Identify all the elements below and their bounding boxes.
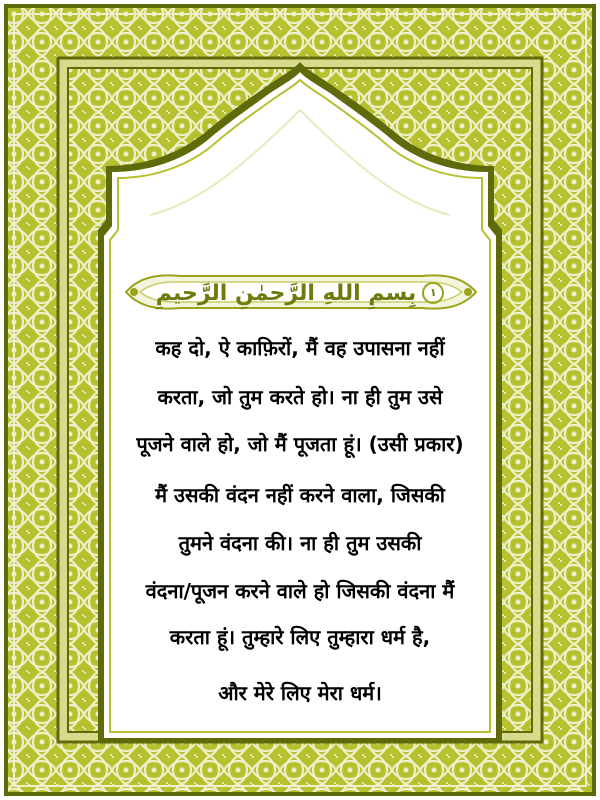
verse-marker: ١ <box>422 282 444 304</box>
verse-line-4: मैं उसकी वंदन नहीं करने वाला, जिसकी <box>155 483 445 507</box>
verse-line-2: करता, जो तुम करते हो। ना ही तुम उसे <box>157 385 443 409</box>
verse-line-8: और मेरे लिए मेरा धर्म। <box>218 681 382 705</box>
bismillah-arabic: بِسمِ اللهِ الرَّحمٰنِ الرَّحيمِ <box>155 280 417 306</box>
verse-line-7: करता हूं। तुम्हारे लिए तुम्हारा धर्म है, <box>169 625 431 649</box>
verse-line-3: पूजने वाले हो, जो मैं पूजता हूं। (उसी प्रकार) <box>136 432 464 456</box>
verse-line-6: वंदना/पूजन करने वाले हो जिसकी वंदना मैं <box>145 579 455 603</box>
bismillah-text <box>150 276 450 310</box>
verse-line-1: कह दो, ऐ काफ़िरों, मैं वह उपासना नहीं <box>155 336 445 360</box>
verse-line-5: तुमने वंदना की। ना ही तुम उसकी <box>178 531 422 555</box>
